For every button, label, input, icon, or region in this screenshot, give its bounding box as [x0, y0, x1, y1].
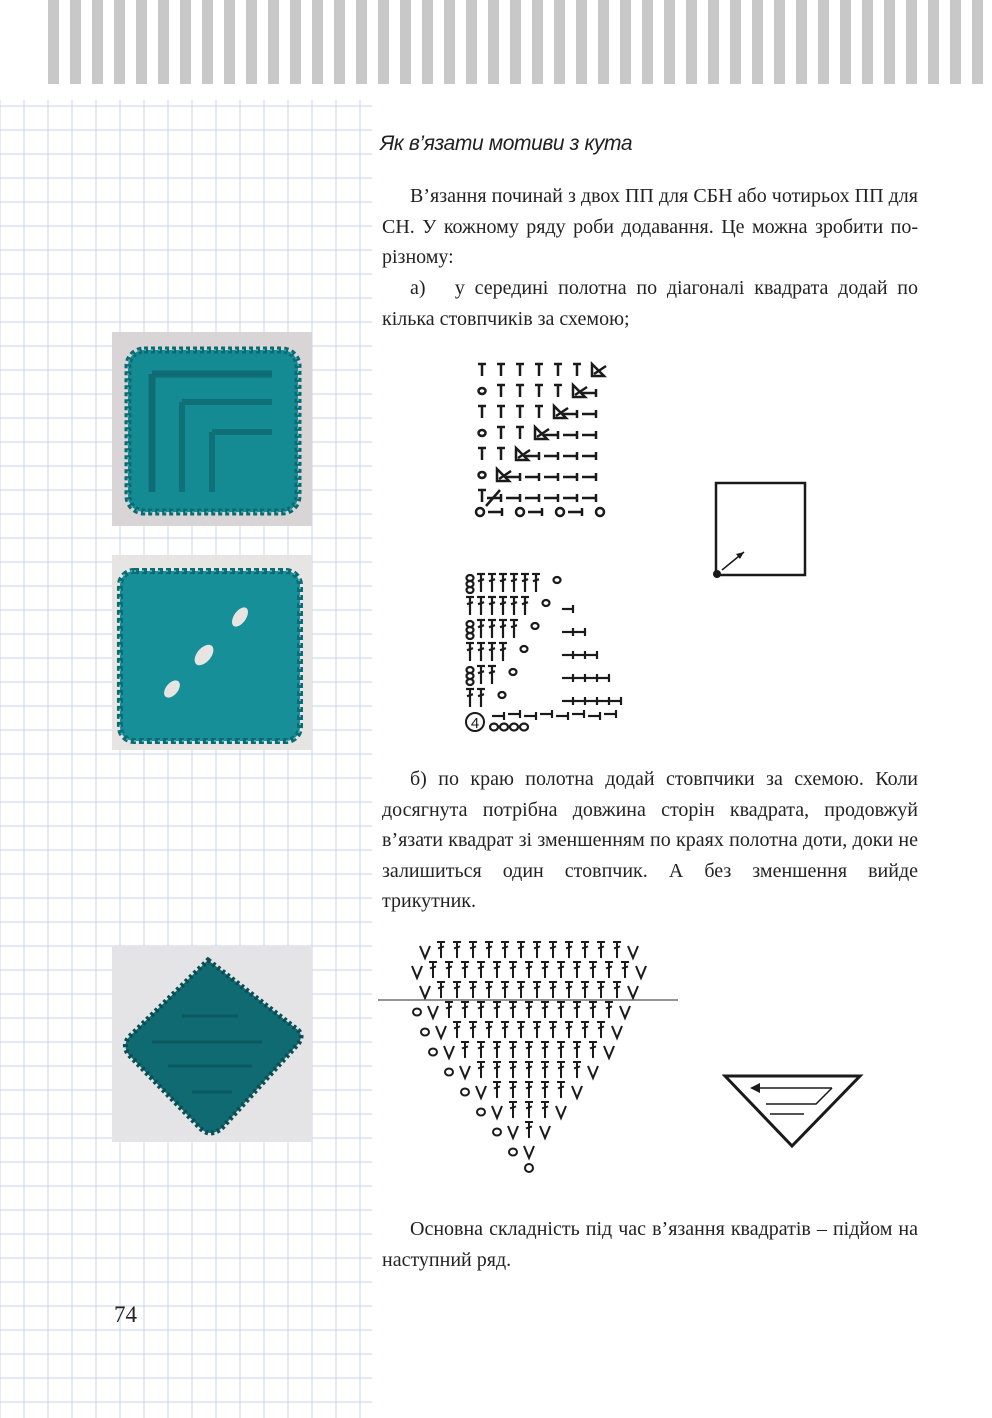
stripe — [488, 0, 499, 84]
stitch-bar — [478, 1006, 484, 1008]
edge-stitch — [420, 986, 430, 998]
chain-stitch — [476, 508, 484, 516]
stitch-bar — [494, 1066, 500, 1068]
stripe — [752, 0, 763, 84]
stripe — [510, 0, 521, 84]
stitch-bar — [446, 1006, 452, 1008]
edge-stitch — [524, 1146, 534, 1158]
chain-stitch — [467, 587, 474, 593]
stitch-bar — [489, 602, 495, 604]
stripe — [400, 0, 411, 84]
stitch-bar — [510, 1006, 516, 1008]
chain-stitch — [596, 508, 604, 516]
stripe — [774, 0, 785, 84]
chain-stitch — [490, 724, 498, 731]
chain-stitch — [429, 1049, 437, 1056]
stitch-bar — [598, 1026, 604, 1028]
stitch-bar — [454, 1026, 460, 1028]
edge-stitch — [476, 1086, 486, 1098]
photo-square-motif-dc — [112, 555, 312, 750]
stripe — [862, 0, 873, 84]
edge-stitch — [588, 1066, 598, 1078]
stitch-bar — [489, 648, 495, 650]
stitch-bar — [454, 986, 460, 988]
edge-stitch — [628, 986, 638, 998]
stripe — [246, 0, 257, 84]
stitch-bar — [614, 986, 620, 988]
stitch-bar — [438, 986, 444, 988]
chain-stitch — [500, 724, 508, 731]
item-b-paragraph: б) по краю полотна додай стовпчики за схемою. Коли досягнута потрібна довжина сторін квадрата, продовжуй в’язати квадрат зі зменшенням по краях полотна доти, доки не залишиться один стовпчик. А без зменшення вийде трикутник. — [382, 768, 918, 912]
stitch-bar — [518, 986, 524, 988]
chain-stitch — [493, 1129, 501, 1136]
stripe — [378, 0, 389, 84]
stitch-bar — [582, 1026, 588, 1028]
stitch-bar — [486, 946, 492, 948]
stitch-bar — [590, 966, 596, 968]
stitch-bar — [511, 602, 517, 604]
edge-stitch — [492, 1106, 502, 1118]
edge-stitch — [444, 1046, 454, 1058]
edge-stitch — [628, 946, 638, 958]
stitch-bar — [500, 602, 506, 604]
edge-stitch — [540, 1126, 550, 1138]
stitch-bar — [590, 1006, 596, 1008]
stitch-bar — [500, 625, 506, 627]
stripe — [92, 0, 103, 84]
stitch-bar — [462, 966, 468, 968]
stitch-bar — [534, 986, 540, 988]
stitch-bar — [510, 1066, 516, 1068]
stitch-bar — [542, 1106, 548, 1108]
stitch-bar — [558, 1046, 564, 1048]
stitch-bar — [542, 966, 548, 968]
stitch-bar — [494, 1086, 500, 1088]
stripe — [532, 0, 543, 84]
stitch-bar — [511, 625, 517, 627]
stripe — [180, 0, 191, 84]
stripe — [818, 0, 829, 84]
stitch-bar — [470, 1026, 476, 1028]
chain-stitch — [467, 679, 474, 685]
intro-paragraph: В’язання починай з двох ПП для СБН або чотирьох ПП для СН. У кожному ряду роби додавання. Це можна зробити по-різному: — [382, 185, 918, 268]
stripe — [70, 0, 81, 84]
chain-stitch — [516, 508, 524, 516]
stitch-bar — [470, 946, 476, 948]
chain-stitch — [554, 577, 561, 583]
stripe — [444, 0, 455, 84]
stitch-bar — [430, 966, 436, 968]
stitch-bar — [478, 602, 484, 604]
stitch-bar — [606, 1006, 612, 1008]
stripe — [884, 0, 895, 84]
stitch-bar — [510, 1106, 516, 1108]
edge-stitch — [604, 1046, 614, 1058]
stripe — [466, 0, 477, 84]
chain-stitch — [445, 1069, 453, 1076]
stitch-bar — [526, 1066, 532, 1068]
stitch-bar — [462, 1006, 468, 1008]
chain-stitch — [510, 669, 517, 675]
chain-stitch — [413, 1009, 421, 1016]
stitch-bar — [598, 946, 604, 948]
chain-stitch — [461, 1089, 469, 1096]
stitch-bar — [542, 1086, 548, 1088]
stitch-bar — [526, 1126, 532, 1128]
stitch-bar — [574, 1046, 580, 1048]
stripe — [290, 0, 301, 84]
stitch-bar — [522, 602, 528, 604]
stripe — [334, 0, 345, 84]
stitch-bar — [558, 1086, 564, 1088]
chain-stitch — [509, 1149, 517, 1156]
direction-triangle-icon — [722, 1072, 864, 1150]
stitch-bar — [526, 1006, 532, 1008]
crochet-chart-square-dc — [462, 570, 630, 738]
stitch-bar — [462, 1046, 468, 1048]
stripe — [114, 0, 125, 84]
crochet-chart-triangle — [378, 938, 680, 1178]
stripe — [928, 0, 939, 84]
stitch-bar — [590, 1046, 596, 1048]
edge-stitch — [436, 1026, 446, 1038]
row-marker-label: 4 — [470, 715, 480, 732]
stitch-bar — [558, 1066, 564, 1068]
stitch-bar — [478, 625, 484, 627]
stitch-bar — [582, 946, 588, 948]
stripe — [202, 0, 213, 84]
stitch-bar — [494, 966, 500, 968]
stitch-bar — [518, 1026, 524, 1028]
stripe — [840, 0, 851, 84]
page-number: 74 — [114, 1302, 137, 1327]
stripe — [796, 0, 807, 84]
stitch-bar — [489, 671, 495, 673]
stitch-bar — [486, 986, 492, 988]
chain-stitch — [479, 430, 486, 436]
stitch-bar — [478, 671, 484, 673]
stitch-bar — [511, 579, 517, 581]
stitch-bar — [566, 1026, 572, 1028]
stitch-bar — [526, 1086, 532, 1088]
stripe — [730, 0, 741, 84]
stitch-bar — [582, 986, 588, 988]
stitch-bar — [510, 1046, 516, 1048]
chain-stitch — [479, 388, 486, 394]
stripe — [422, 0, 433, 84]
stitch-bar — [558, 966, 564, 968]
edge-stitch — [508, 1126, 518, 1138]
stripe — [642, 0, 653, 84]
stripe — [576, 0, 587, 84]
stitch-bar — [446, 966, 452, 968]
stitch-bar — [478, 694, 484, 696]
edge-stitch — [428, 1006, 438, 1018]
photo-diamond-motif — [112, 946, 312, 1142]
stripe — [906, 0, 917, 84]
stitch-bar — [438, 946, 444, 948]
stitch-bar — [534, 1026, 540, 1028]
edge-stitch — [572, 1086, 582, 1098]
stitch-bar — [542, 1066, 548, 1068]
chain-stitch — [525, 1164, 533, 1172]
edge-stitch — [612, 1026, 622, 1038]
chain-stitch — [543, 600, 550, 606]
stripe — [554, 0, 565, 84]
chain-stitch — [421, 1029, 429, 1036]
stitch-bar — [574, 1066, 580, 1068]
stitch-bar — [489, 625, 495, 627]
graph-paper-background — [0, 100, 372, 1418]
chain-stitch — [467, 633, 474, 639]
stitch-bar — [494, 1006, 500, 1008]
stitch-bar — [526, 1046, 532, 1048]
chain-stitch — [479, 472, 486, 478]
edge-stitch — [620, 1006, 630, 1018]
edge-stitch — [460, 1066, 470, 1078]
stitch-bar — [622, 966, 628, 968]
stripe — [664, 0, 675, 84]
stitch-bar — [478, 1066, 484, 1068]
stitch-bar — [486, 1026, 492, 1028]
chain-stitch — [521, 646, 528, 652]
stitch-bar — [534, 946, 540, 948]
direction-square-icon — [708, 478, 812, 582]
stripe — [598, 0, 609, 84]
stitch-bar — [478, 648, 484, 650]
stitch-bar — [550, 1026, 556, 1028]
stitch-bar — [502, 1026, 508, 1028]
chain-stitch — [556, 508, 564, 516]
stitch-bar — [550, 946, 556, 948]
item-a-paragraph: а) у середині полотна по діагоналі квадрата додай по кілька стовпчиків за схемою; — [382, 277, 918, 330]
stripe — [356, 0, 367, 84]
stitch-bar — [566, 946, 572, 948]
stitch-bar — [478, 1046, 484, 1048]
stripe — [708, 0, 719, 84]
stitch-bar — [606, 966, 612, 968]
stitch-bar — [454, 946, 460, 948]
stitch-bar — [550, 986, 556, 988]
stitch-bar — [478, 579, 484, 581]
stripe — [972, 0, 983, 84]
stitch-bar — [510, 966, 516, 968]
stitch-bar — [526, 966, 532, 968]
conclusion-paragraph: Основна складність під час в’язання квадратів – підйом на наступний ряд. — [382, 1218, 918, 1271]
chain-stitch — [520, 724, 528, 731]
crochet-chart-square-sc — [470, 358, 620, 523]
stitch-bar — [518, 946, 524, 948]
stripe — [136, 0, 147, 84]
stitch-bar — [542, 1006, 548, 1008]
chain-stitch — [477, 1109, 485, 1116]
stitch-bar — [558, 1006, 564, 1008]
stripe — [686, 0, 697, 84]
stripe — [48, 0, 59, 84]
stitch-bar — [566, 986, 572, 988]
stitch-bar — [489, 579, 495, 581]
stripe — [312, 0, 323, 84]
stitch-bar — [467, 602, 473, 604]
stitch-bar — [526, 1106, 532, 1108]
stitch-bar — [598, 986, 604, 988]
stitch-bar — [500, 648, 506, 650]
stripe — [268, 0, 279, 84]
stripe — [224, 0, 235, 84]
stripe — [950, 0, 961, 84]
stripe — [620, 0, 631, 84]
stitch-bar — [574, 1006, 580, 1008]
chain-stitch — [499, 692, 506, 698]
stitch-bar — [574, 966, 580, 968]
stitch-bar — [510, 1086, 516, 1088]
stitch-bar — [502, 946, 508, 948]
edge-stitch — [556, 1106, 566, 1118]
edge-stitch — [412, 966, 422, 978]
stitch-bar — [533, 579, 539, 581]
stitch-bar — [494, 1046, 500, 1048]
chain-stitch — [532, 623, 539, 629]
photo-square-motif-sc — [112, 332, 312, 526]
stitch-bar — [542, 1046, 548, 1048]
stitch-bar — [502, 986, 508, 988]
stitch-bar — [467, 694, 473, 696]
stitch-bar — [470, 986, 476, 988]
stripe — [158, 0, 169, 84]
stitch-bar — [614, 946, 620, 948]
chain-stitch — [510, 724, 518, 731]
edge-stitch — [636, 966, 646, 978]
stitch-bar — [478, 966, 484, 968]
stitch-bar — [500, 579, 506, 581]
top-stripe-decoration — [0, 0, 992, 84]
section-heading: Як в’язати мотиви з кута — [380, 132, 633, 155]
edge-stitch — [420, 946, 430, 958]
stitch-bar — [522, 579, 528, 581]
stitch-bar — [467, 648, 473, 650]
